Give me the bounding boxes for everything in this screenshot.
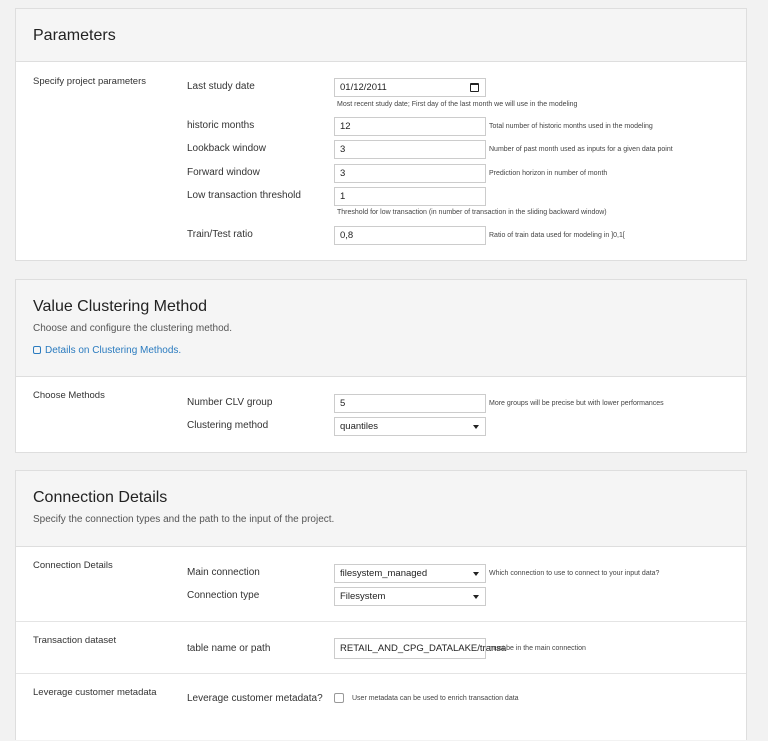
low-transaction-threshold-help: Threshold for low transaction (in number of transaction in the sliding backward window) <box>337 209 607 216</box>
train-test-ratio-help: Ratio of train data used for modeling in ]0,1[ <box>489 232 625 239</box>
parameters-section <box>16 62 746 260</box>
forward-window-label: Forward window <box>187 167 260 178</box>
section-label: Leverage customer metadata <box>33 687 157 698</box>
last-study-date-input[interactable]: 01/12/2011 <box>334 78 486 97</box>
train-test-ratio-input[interactable]: 0,8 <box>334 226 486 245</box>
customer-metadata-section <box>16 674 746 741</box>
calendar-icon[interactable] <box>470 83 479 92</box>
chevron-down-icon <box>473 572 479 576</box>
table-name-help: must be in the main connection <box>489 645 586 652</box>
forward-window-help: Prediction horizon in number of month <box>489 170 608 177</box>
table-name-label: table name or path <box>187 643 271 654</box>
main-connection-select[interactable]: filesystem_managed <box>334 564 486 583</box>
historic-months-label: historic months <box>187 120 255 131</box>
connection-card <box>15 470 747 740</box>
table-name-input[interactable]: RETAIL_AND_CPG_DATALAKE/transa <box>334 638 486 659</box>
number-clv-group-label: Number CLV group <box>187 397 273 408</box>
number-clv-group-help: More groups will be precise but with lower performances <box>489 400 664 407</box>
lookback-window-input[interactable]: 3 <box>334 140 486 159</box>
database-icon <box>33 346 41 354</box>
section-label: Transaction dataset <box>33 635 117 646</box>
section-label: Connection Details <box>33 560 113 571</box>
clustering-method-label: Clustering method <box>187 420 269 431</box>
connection-type-select[interactable]: Filesystem <box>334 587 486 606</box>
connection-title: Connection Details <box>33 489 168 506</box>
connection-subtitle: Specify the connection types and the path to the input of the project. <box>33 514 335 525</box>
connection-header <box>16 471 746 547</box>
main-connection-label: Main connection <box>187 567 260 578</box>
chevron-down-icon <box>473 595 479 599</box>
clustering-subtitle: Choose and configure the clustering method. <box>33 323 233 334</box>
forward-window-input[interactable]: 3 <box>334 164 486 183</box>
parameters-card <box>15 8 747 261</box>
transaction-dataset-section <box>16 622 746 674</box>
low-transaction-threshold-label: Low transaction threshold <box>187 190 301 201</box>
lookback-window-label: Lookback window <box>187 143 266 154</box>
historic-months-input[interactable]: 12 <box>334 117 486 136</box>
leverage-metadata-label: Leverage customer metadata? <box>187 693 323 704</box>
leverage-metadata-checkbox[interactable] <box>334 693 344 703</box>
connection-type-label: Connection type <box>187 590 260 601</box>
low-transaction-threshold-input[interactable]: 1 <box>334 187 486 206</box>
clustering-details-link[interactable]: Details on Clustering Methods. <box>33 345 181 356</box>
lookback-window-help: Number of past month used as inputs for a given data point <box>489 146 673 153</box>
main-connection-help: Which connection to use to connect to your input data? <box>489 570 660 577</box>
number-clv-group-input[interactable]: 5 <box>334 394 486 413</box>
parameters-header <box>16 9 746 62</box>
parameters-title: Parameters <box>33 27 116 44</box>
leverage-metadata-help: User metadata can be used to enrich transaction data <box>352 695 519 702</box>
clustering-header <box>16 280 746 377</box>
chevron-down-icon <box>473 425 479 429</box>
historic-months-help: Total number of historic months used in the modeling <box>489 123 653 130</box>
last-study-date-help: Most recent study date; First day of the last month we will use in the modeling <box>337 101 578 108</box>
clustering-card <box>15 279 747 453</box>
section-label: Choose Methods <box>33 390 105 401</box>
connection-details-section <box>16 547 746 622</box>
section-label: Specify project parameters <box>33 76 146 87</box>
last-study-date-label: Last study date <box>187 81 255 92</box>
clustering-section <box>16 377 746 452</box>
clustering-title: Value Clustering Method <box>33 298 208 315</box>
train-test-ratio-label: Train/Test ratio <box>187 229 253 240</box>
clustering-method-select[interactable]: quantiles <box>334 417 486 436</box>
